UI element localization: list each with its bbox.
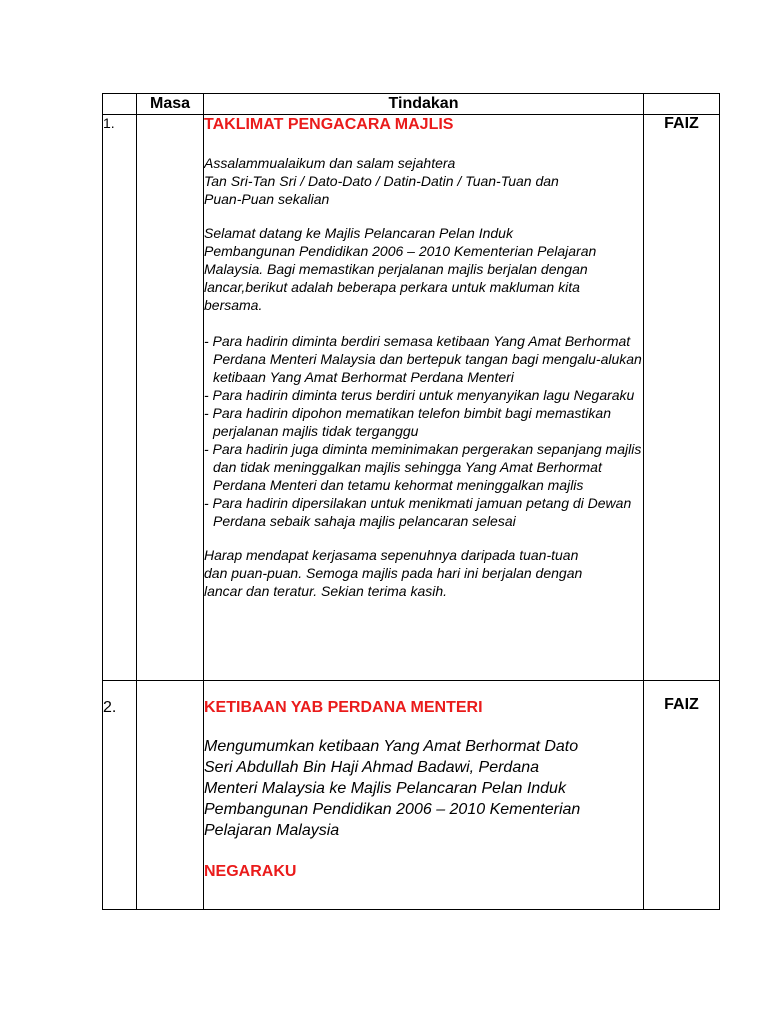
header-tindakan: Tindakan (204, 94, 644, 115)
header-row (103, 94, 720, 115)
row-number: 1. (103, 115, 137, 681)
paragraph-line: Mengumumkan ketibaan Yang Amat Berhormat Dato (204, 738, 579, 755)
list-item: - Para hadirin dipersilakan untuk menikmati jamuan petang di Dewan Perdana sebaik sahaja majlis pelancaran selesai (204, 495, 632, 529)
paragraph-line: Malaysia. Bagi memastikan perjalanan majlis berjalan dengan (204, 261, 588, 277)
header-number (103, 94, 137, 115)
row-action (204, 681, 644, 910)
row-title: KETIBAAN YAB PERDANA MENTERI (204, 699, 483, 716)
list-item: - Para hadirin diminta berdiri semasa ketibaan Yang Amat Berhormat Perdana Menteri Malaysia dan bertepuk tangan bagi mengalu-alukan ketibaan Yang Amat Berhormat Perdana Menteri (204, 333, 642, 385)
paragraph-line: Pembangunan Pendidikan 2006 – 2010 Kementerian (204, 801, 581, 818)
paragraph-line: Selamat datang ke Majlis Pelancaran Pelan Induk (204, 225, 513, 241)
instruction-list (204, 332, 643, 530)
closing-paragraph (204, 546, 643, 600)
greeting-line: Puan-Puan sekalian (204, 191, 330, 207)
paragraph-line: bersama. (204, 297, 263, 313)
row-person: FAIZ (644, 115, 720, 681)
paragraph-line: Menteri Malaysia ke Majlis Pelancaran Pelan Induk (204, 780, 566, 797)
greeting-line: Assalammualaikum dan salam sejahtera (204, 155, 456, 171)
table-row (103, 681, 720, 910)
schedule-table (102, 93, 720, 910)
row-time (137, 681, 204, 910)
paragraph-line: dan puan-puan. Semoga majlis pada hari ini berjalan dengan (204, 565, 583, 581)
list-item: - Para hadirin juga diminta meminimakan pergerakan sepanjang majlis dan tidak meninggalkan majlis sehingga Yang Amat Berhormat Perdana Menteri dan tetamu kehormat meninggalkan majlis (204, 441, 642, 493)
row-person: FAIZ (644, 681, 720, 910)
row-action (204, 115, 644, 681)
greeting-line: Tan Sri-Tan Sri / Dato-Dato / Datin-Datin / Tuan-Tuan dan (204, 173, 559, 189)
paragraph-line: Seri Abdullah Bin Haji Ahmad Badawi, Perdana (204, 759, 540, 776)
row-time (137, 115, 204, 681)
paragraph-line: lancar dan teratur. Sekian terima kasih. (204, 583, 448, 599)
anthem-label: NEGARAKU (204, 863, 297, 880)
row-number: 2. (103, 681, 137, 910)
paragraph-line: Pembangunan Pendidikan 2006 – 2010 Kementerian Pelajaran (204, 243, 597, 259)
list-item: - Para hadirin dipohon mematikan telefon bimbit bagi memastikan perjalanan majlis tidak terganggu (204, 405, 611, 439)
header-person (644, 94, 720, 115)
announcement-paragraph (204, 736, 643, 841)
greeting-block (204, 154, 643, 208)
paragraph-line: Harap mendapat kerjasama sepenuhnya daripada tuan-tuan (204, 547, 579, 563)
row-title: TAKLIMAT PENGACARA MAJLIS (204, 116, 454, 133)
paragraph-line: lancar,berikut adalah beberapa perkara untuk makluman kita (204, 279, 580, 295)
welcome-paragraph (204, 224, 643, 314)
header-masa: Masa (137, 94, 204, 115)
list-item: - Para hadirin diminta terus berdiri untuk menyanyikan lagu Negaraku (204, 387, 635, 403)
table-row (103, 115, 720, 681)
paragraph-line: Pelajaran Malaysia (204, 822, 340, 839)
